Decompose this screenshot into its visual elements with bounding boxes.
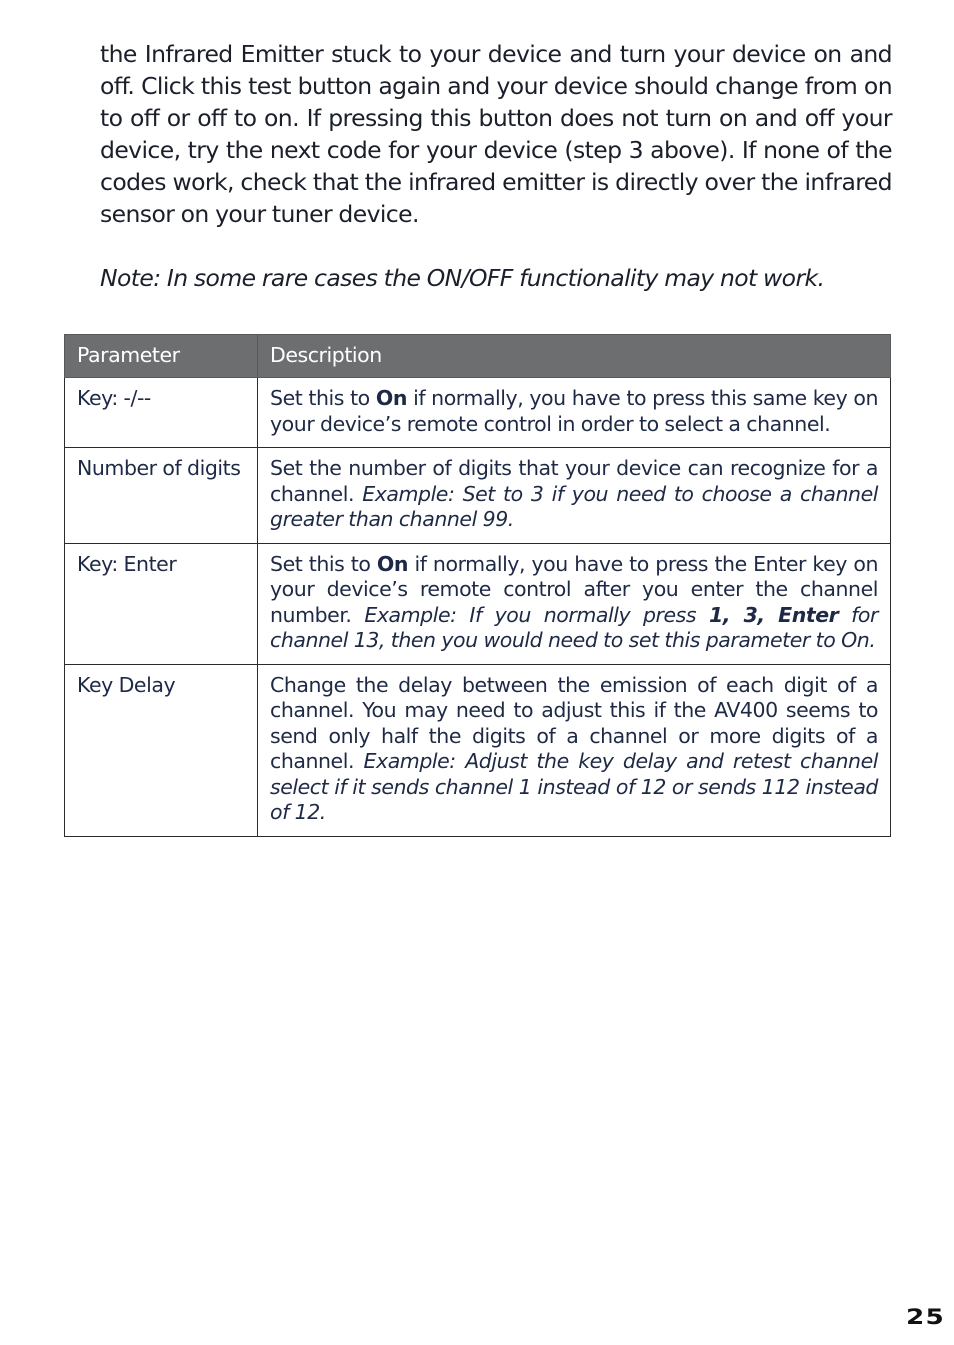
description-bold-value: On [376,551,409,576]
description-example: Example: If you normally press [364,602,709,627]
parameter-cell: Number of digits [65,448,258,544]
description-text: Change the delay between the emission of each digit of a channel. You may need to adjust this if the AV400 seems to send only half the digits of a channel or more digits of a channel. [270,672,878,773]
description-example-keys: 1, 3, Enter [708,602,839,627]
description-example: Example: Adjust the key delay and retest channel select if it sends channel 1 instead of 12 or sends 112 instead of 12. [270,749,878,824]
header-description: Description [258,335,891,378]
description-bold-value: On [375,386,407,410]
description-cell [258,664,891,836]
description-text: if normally, you have to press the Enter key on your device’s remote control after you enter the channel number. [270,551,878,627]
intro-paragraph: the Infrared Emitter stuck to your device and turn your device on and off. Click this test button again and your device should change from on to off or off to on. If pressing this button does not turn on and off your device, try the next code for your device (step 3 above). If none of the codes work, check that the infrared emitter is directly over the infrared sensor on your tuner device. [100,40,892,228]
table-row [65,543,891,664]
description-example: for channel 13, then you would need to set this parameter to On. [270,602,878,652]
parameter-cell: Key: Enter [65,543,258,664]
description-text: if normally, you have to press this same key on your device’s remote control in order to select a channel. [270,386,878,436]
header-parameter: Parameter [65,335,258,378]
note-text: Note: In some rare cases the ON/OFF functionality may not work. [100,264,825,292]
parameter-table [64,334,891,837]
description-cell [258,448,891,544]
description-text: Set this to [270,551,377,576]
table-row [65,664,891,836]
description-text: Set the number of digits that your device can recognize for a channel. [270,456,878,506]
table-row [65,378,891,448]
description-cell [258,378,891,448]
parameter-cell: Key: -/-- [65,378,258,448]
description-example: Example: Set to 3 if you need to choose a channel greater than channel 99. [270,481,878,531]
table-row [65,448,891,544]
description-cell [258,543,891,664]
page-number: 25 [906,1305,946,1329]
parameter-cell: Key Delay [65,664,258,836]
description-text: Set this to [270,386,376,410]
table-header-row [65,335,891,378]
